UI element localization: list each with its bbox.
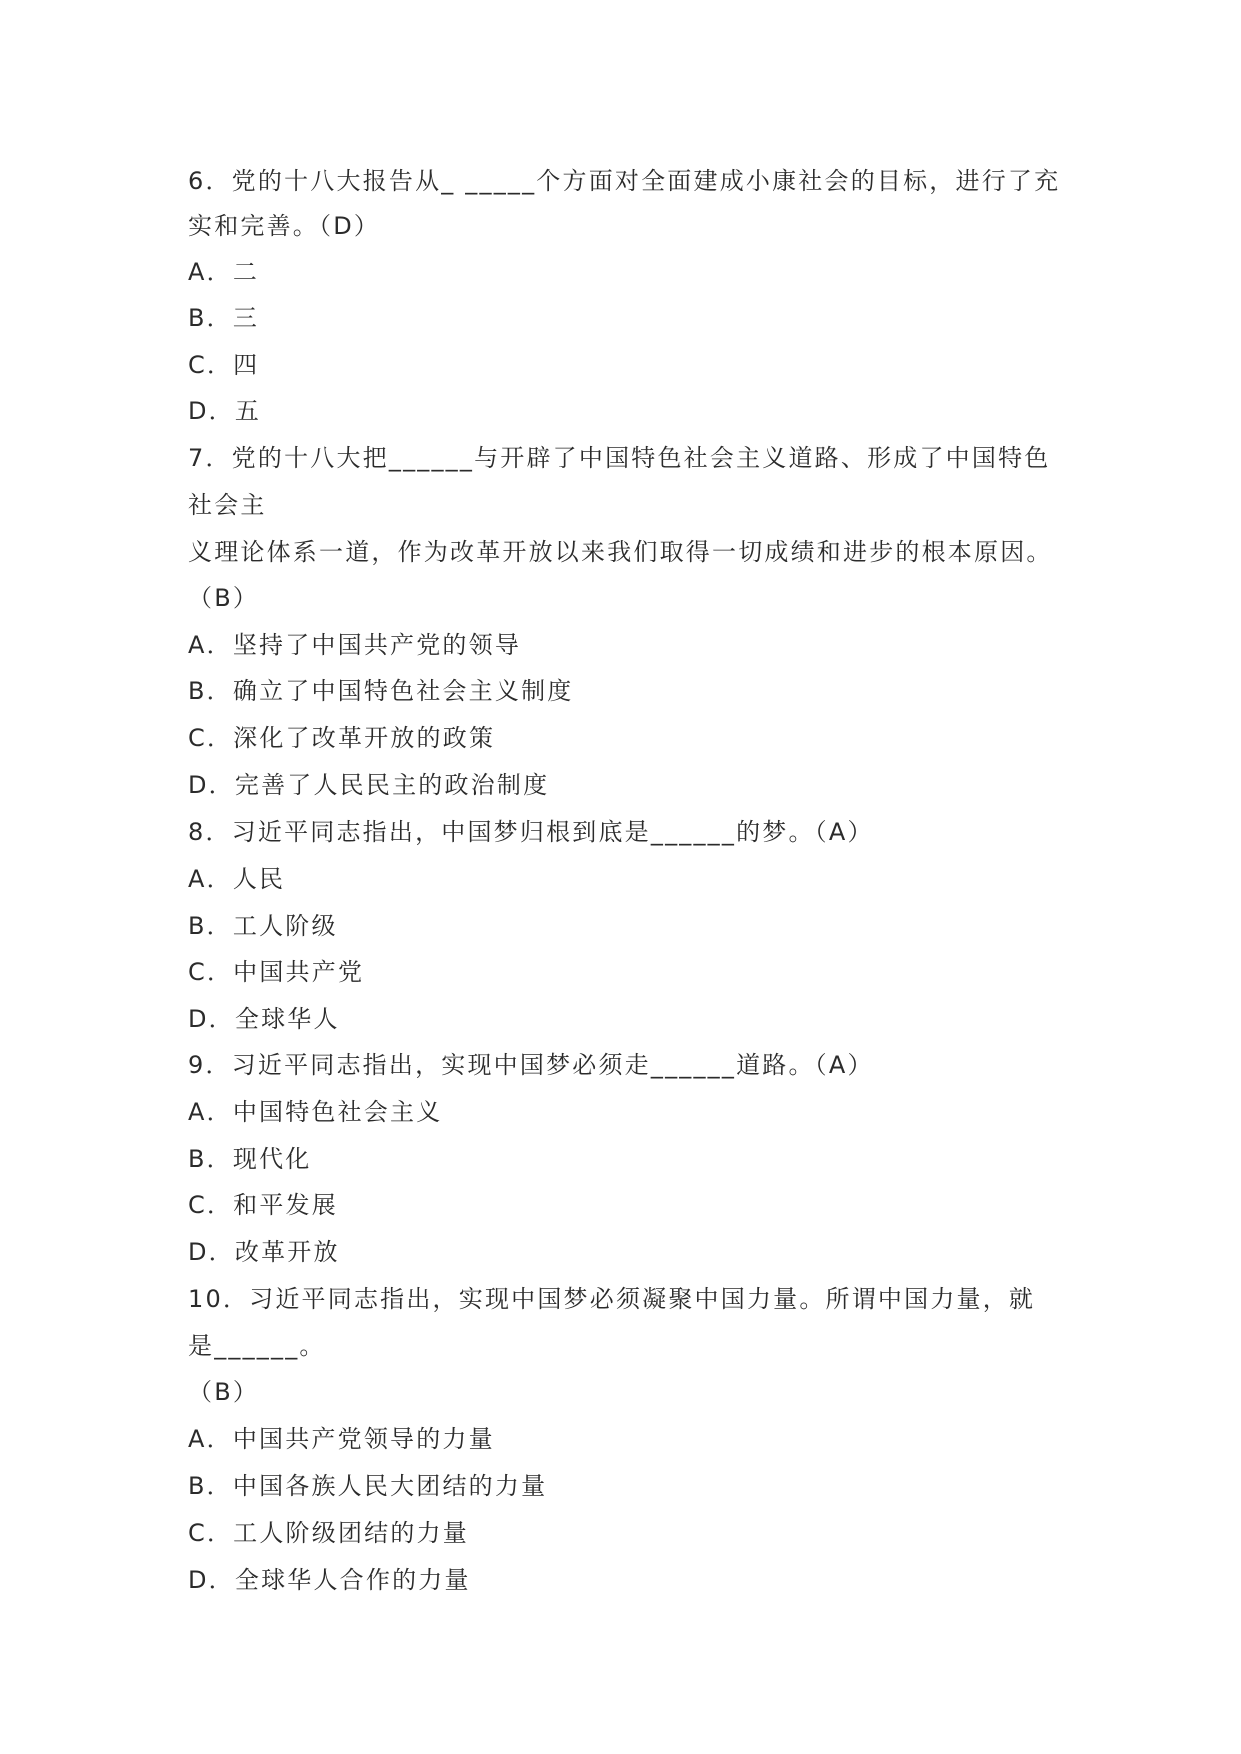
question-10-option-a: A．中国共产党领导的力量 [188,1425,495,1453]
question-7-option-a: A．坚持了中国共产党的领导 [188,631,522,659]
question-9-option-c: C．和平发展 [188,1191,338,1219]
question-10-option-b: B．中国各族人民大团结的力量 [188,1472,548,1500]
question-6-option-d: D．五 [188,397,262,425]
question-9-option-a: A．中国特色社会主义 [188,1098,443,1126]
question-9-text-line-1: 9．习近平同志指出，实现中国梦必须走______道路。（A） [188,1051,874,1079]
question-6-option-b: B．三 [188,304,260,332]
question-6-option-c: C．四 [188,351,260,379]
question-9-option-d: D．改革开放 [188,1238,340,1266]
question-6-text-line-2: 实和完善。（D） [188,212,381,240]
question-7-text-line-3: 义理论体系一道，作为改革开放以来我们取得一切成绩和进步的根本原因。 [188,538,1053,566]
question-7-option-d: D．完善了人民民主的政治制度 [188,771,550,799]
question-10-text-line-1: 10．习近平同志指出，实现中国梦必须凝聚中国力量。所谓中国力量，就 [188,1285,1036,1313]
question-10-option-d: D．全球华人合作的力量 [188,1566,471,1594]
question-6-option-a: A．二 [188,258,260,286]
question-10-text-line-2: 是______。 [188,1332,326,1360]
question-7-option-c: C．深化了改革开放的政策 [188,724,496,752]
question-8-option-d: D．全球华人 [188,1005,340,1033]
question-8-option-c: C．中国共产党 [188,958,365,986]
question-7-answer: （B） [188,584,260,612]
question-7-option-b: B．确立了中国特色社会主义制度 [188,677,574,705]
question-7-text-line-2: 社会主 [188,491,267,519]
question-9-option-b: B．现代化 [188,1145,312,1173]
question-10-answer: （B） [188,1378,260,1406]
question-7-text-line-1: 7．党的十八大把______与开辟了中国特色社会主义道路、形成了中国特色 [188,444,1051,472]
question-8-text-line-1: 8．习近平同志指出，中国梦归根到底是______的梦。（A） [188,818,874,846]
question-10-option-c: C．工人阶级团结的力量 [188,1519,469,1547]
question-8-option-a: A．人民 [188,865,286,893]
question-8-option-b: B．工人阶级 [188,912,338,940]
question-6-text-line-1: 6．党的十八大报告从_ _____个方面对全面建成小康社会的目标，进行了充 [188,167,1061,195]
